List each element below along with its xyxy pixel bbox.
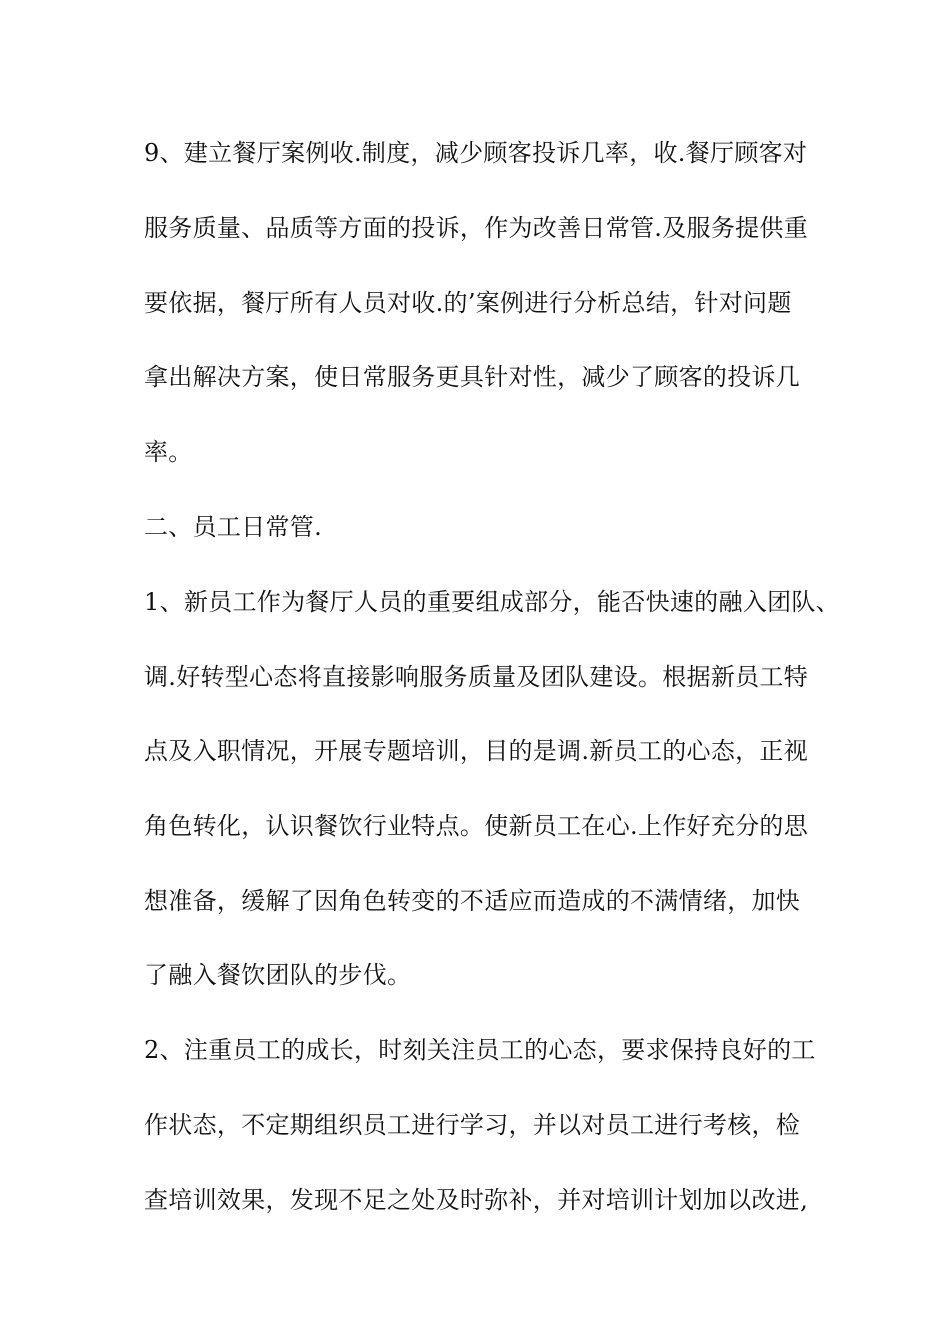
- text-line: 想准备，缓解了因角色转变的不适应而造成的不满情绪，加快: [144, 887, 801, 915]
- text-line: 调.好转型心态将直接影响服务质量及团队建设。根据新员工特: [144, 663, 809, 691]
- text-line: 要依据，餐厅所有人员对收.的’案例进行分析总结，针对问题: [144, 289, 792, 317]
- text-line: 服务质量、品质等方面的投诉，作为改善日常管.及服务提供重: [144, 214, 809, 242]
- text-line: 拿出解决方案，使日常服务更具针对性，减少了顾客的投诉几: [144, 363, 801, 391]
- text-line: 率。: [144, 438, 193, 466]
- text-line: 查培训效果，发现不足之处及时弥补，并对培训计划加以改进,: [144, 1186, 809, 1214]
- section-heading: 二、员工日常管.: [144, 513, 323, 541]
- text-line: 了融入餐饮团队的步伐。: [144, 961, 412, 989]
- text-line: 角色转化，认识餐饮行业特点。使新员工在心.上作好充分的思: [144, 812, 809, 840]
- text-line: 2、注重员工的成长，时刻关注员工的心态，要求保持良好的工: [144, 1036, 816, 1064]
- text-line: 作状态，不定期组织员工进行学习，并以对员工进行考核，检: [144, 1111, 801, 1139]
- text-line: 点及入职情况，开展专题培训，目的是调.新员工的心态，正视: [144, 737, 809, 765]
- text-line: 9、建立餐厅案例收.制度，减少顾客投诉几率，收.餐厅顾客对: [144, 139, 808, 167]
- text-line: 1、新员工作为餐厅人员的重要组成部分，能否快速的融入团队、: [144, 588, 840, 616]
